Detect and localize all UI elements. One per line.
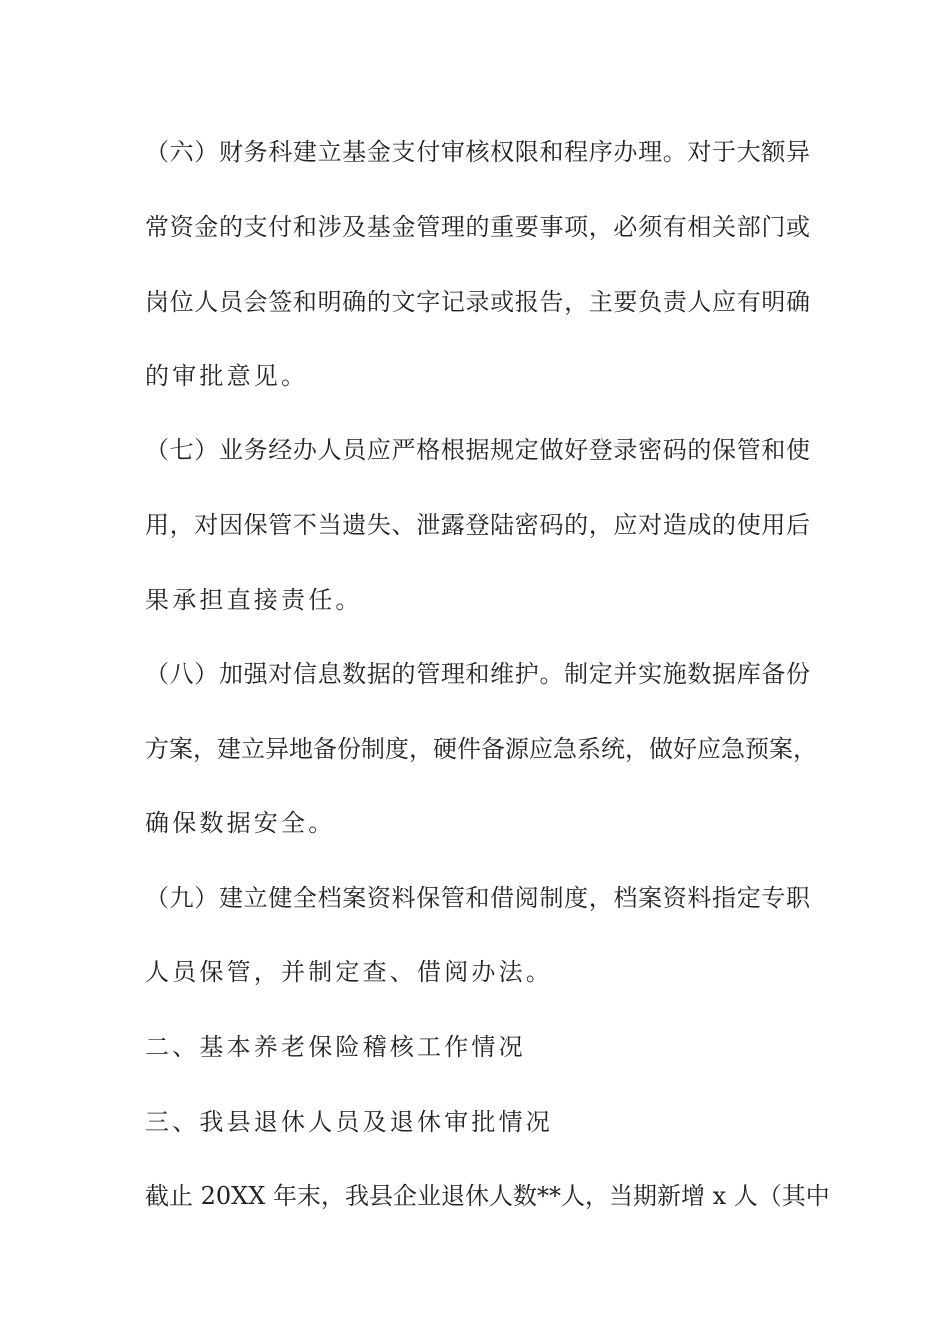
- paragraph-8-line-3: 确保数据安全。: [145, 809, 336, 837]
- paragraph-8-line-2: 方案，建立异地备份制度，硬件备源应急系统，做好应急预案，: [145, 735, 817, 763]
- paragraph-7-line-1: （七）业务经办人员应严格根据规定做好登录密码的保管和使: [145, 436, 810, 464]
- retirement-paragraph-line-1: 截止 20XX 年末，我县企业退休人数**人，当期新增 x 人（其中: [145, 1182, 830, 1210]
- paragraph-6-line-3: 岗位人员会签和明确的文字记录或报告，主要负责人应有明确: [145, 288, 810, 316]
- paragraph-6-line-1: （六）财务科建立基金支付审核权限和程序办理。对于大额异: [145, 138, 810, 166]
- paragraph-7-line-3: 果承担直接责任。: [145, 586, 363, 614]
- paragraph-6-line-2: 常资金的支付和涉及基金管理的重要事项，必须有相关部门或: [145, 213, 810, 241]
- section-heading-3: 三、我县退休人员及退休审批情况: [145, 1108, 553, 1136]
- paragraph-8-line-1: （八）加强对信息数据的管理和维护。制定并实施数据库备份: [145, 660, 810, 688]
- paragraph-7-line-2: 用，对因保管不当遗失、泄露登陆密码的，应对造成的使用后: [145, 511, 810, 539]
- section-heading-2: 二、基本养老保险稽核工作情况: [145, 1033, 526, 1061]
- paragraph-6-line-4: 的审批意见。: [145, 362, 309, 390]
- paragraph-9-line-1: （九）建立健全档案资料保管和借阅制度，档案资料指定专职: [145, 884, 810, 912]
- paragraph-9-line-2: 人员保管，并制定查、借阅办法。: [145, 958, 553, 986]
